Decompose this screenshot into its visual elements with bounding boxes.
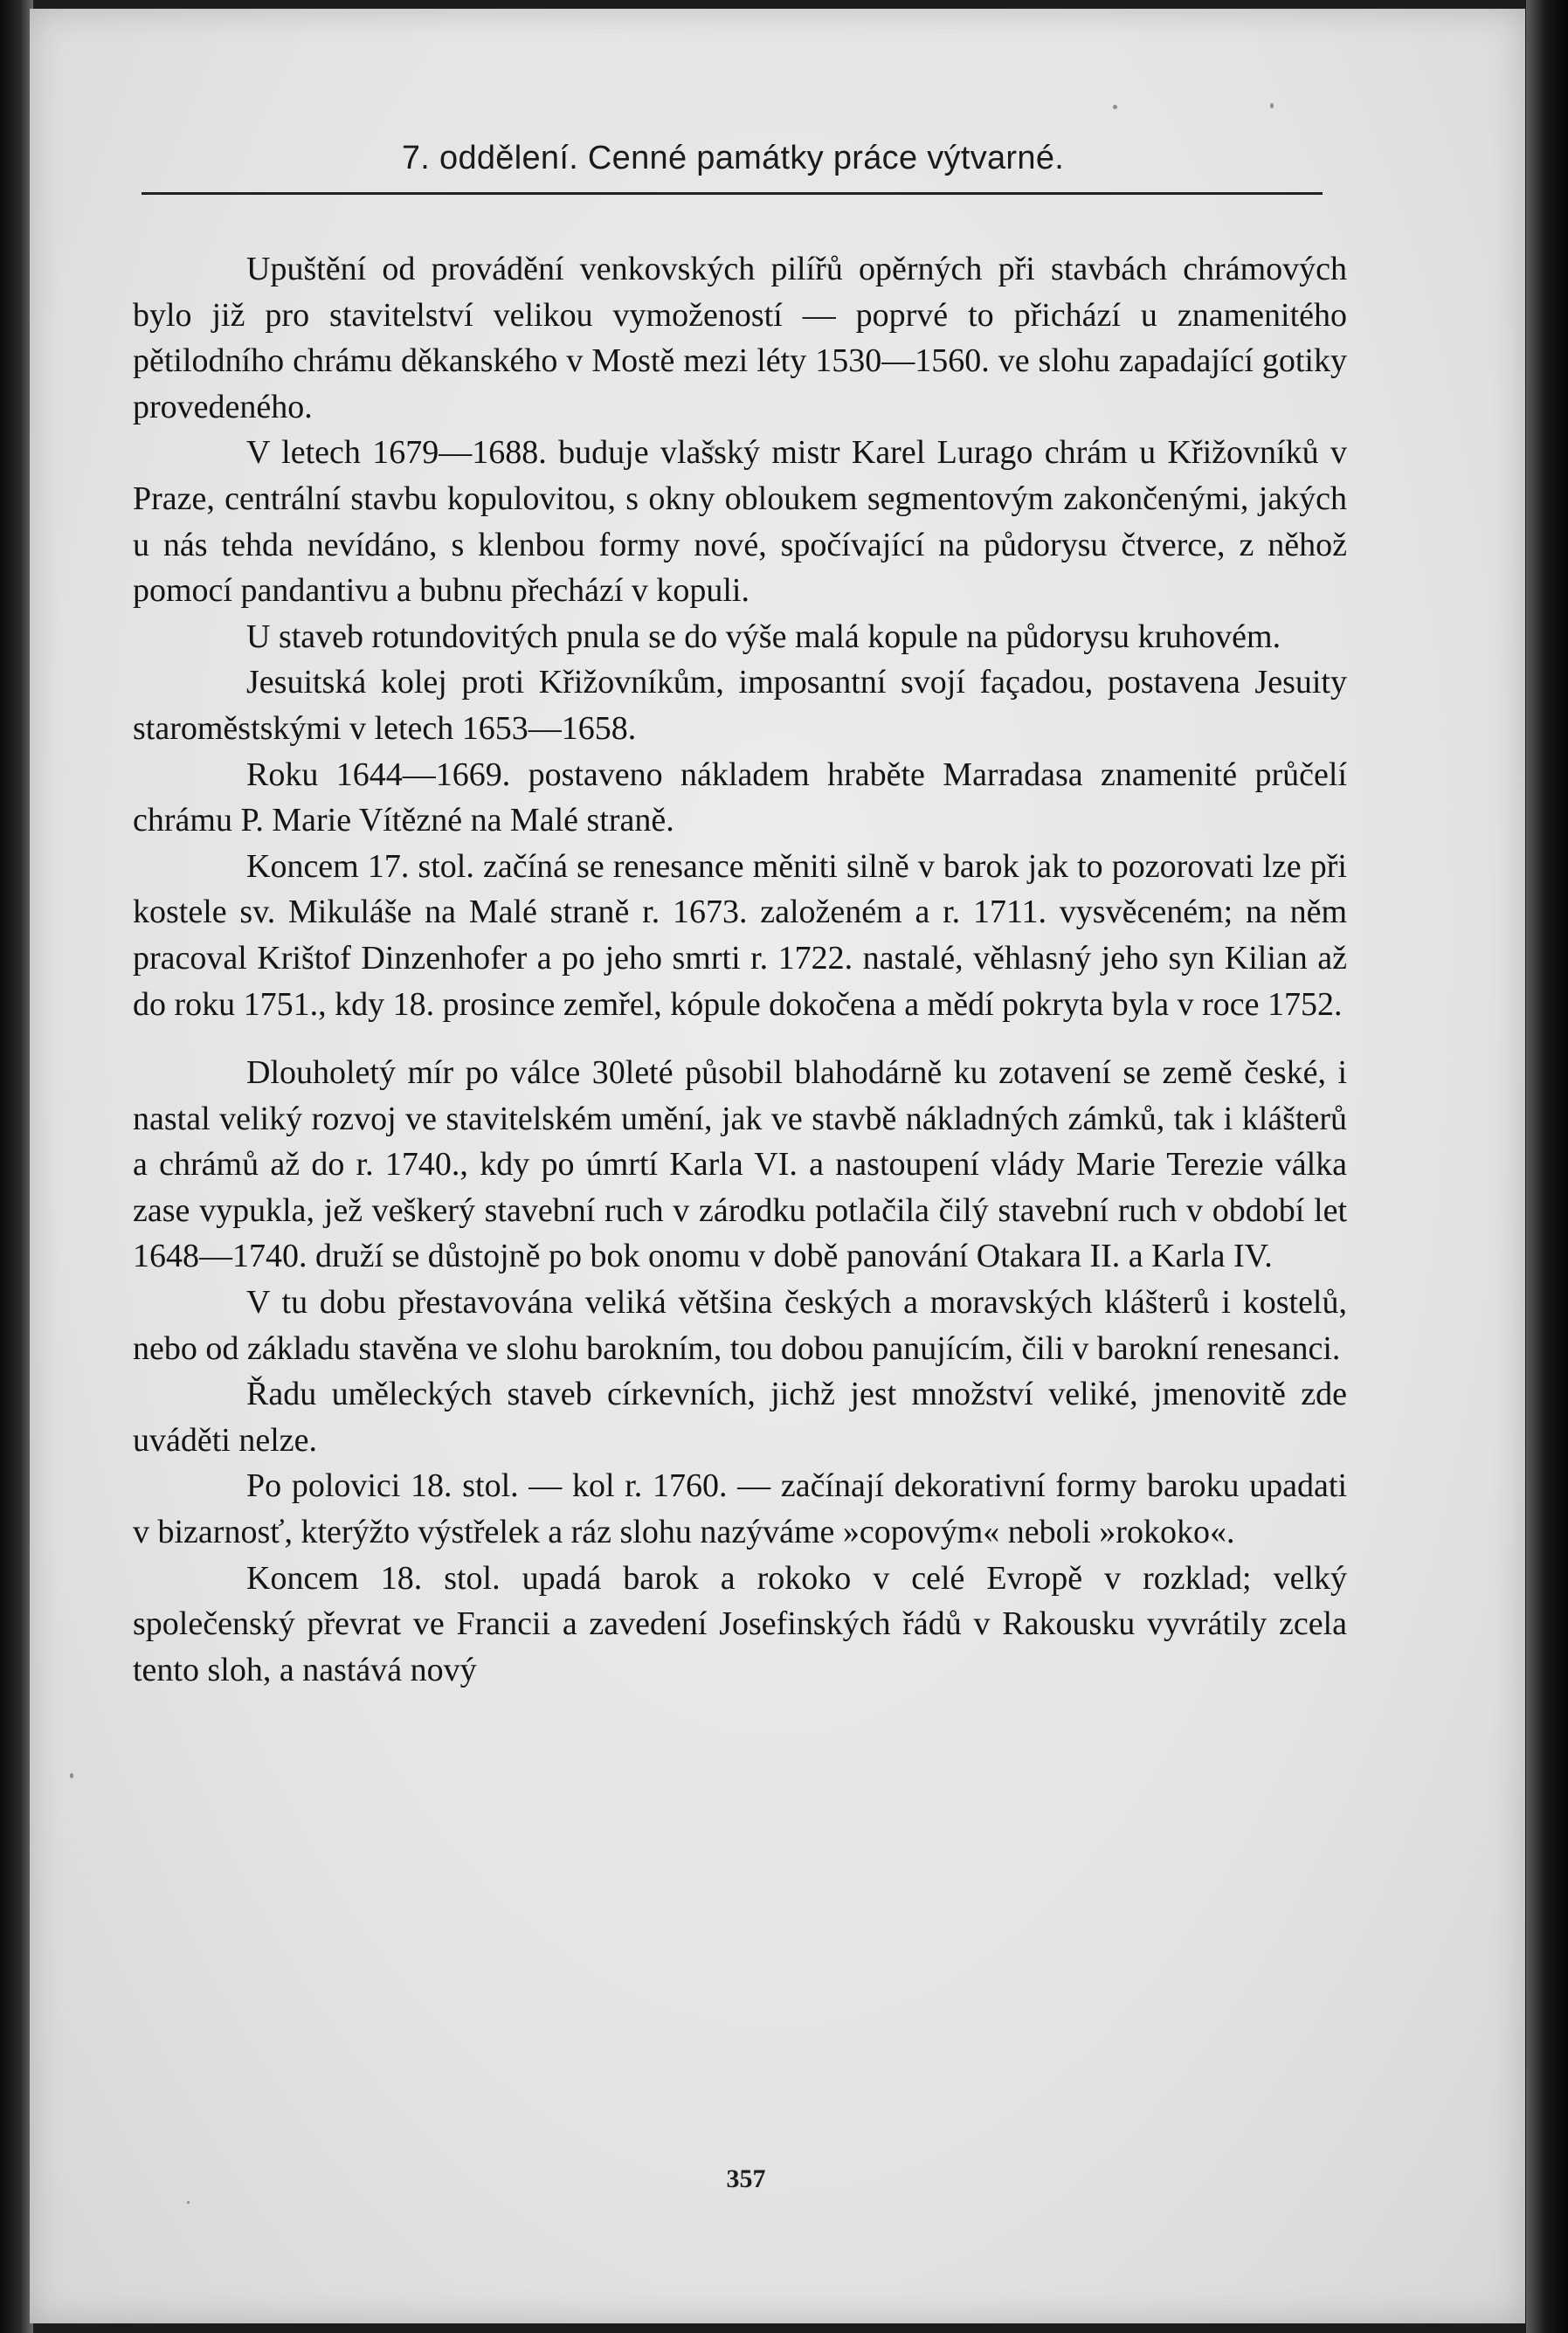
scan-edge-left [0, 0, 33, 2333]
scan-edge-right [1526, 0, 1568, 2333]
paragraph: Koncem 17. stol. začíná se renesance měniti silně v barok jak to pozorovati lze při kostele sv. Mikuláše na Malé straně r. 1673. založeném a r. 1711. vysvěceném; na něm pracoval Krištof Dinzenhofer a po jeho smrti r. 1722. nastalé, věhlasný jeho syn Kilian až do roku 1751., kdy 18. prosince zemřel, kópule dokočena a mědí pokryta byla v roce 1752. [133, 847, 1347, 1023]
paragraph: Po polovici 18. stol. — kol r. 1760. — začínají dekorativní formy baroku upadati v bizarnosť, kterýžto výstřelek a ráz slohu nazýváme »copovým« neboli »rokoko«. [133, 1467, 1347, 1551]
paragraph: Řadu uměleckých staveb církevních, jichž jest množství veliké, jmenovitě zde uváděti nelze. [133, 1376, 1347, 1459]
paragraph: Koncem 18. stol. upadá barok a rokoko v celé Evropě v rozklad; velký společenský převrat ve Francii a zavedení Josefinských řádů v Rakousku vyvrátily zcela tento sloh, a nastává nový [133, 1559, 1347, 1688]
paper-speck [70, 1773, 73, 1778]
paragraph: V tu dobu přestavována veliká většina českých a moravských klášterů i kostelů, nebo od základu stavěna ve slohu barokním, tou dobou panujícím, čili v barokní renesanci. [133, 1284, 1347, 1367]
page-number: 357 [726, 2164, 766, 2193]
body-text [133, 246, 1347, 1693]
paragraph: Dlouholetý mír po válce 30leté působil blahodárně ku zotavení se země české, i nastal veliký rozvoj ve stavitelském umění, jak ve stavbě nákladných zámků, tak i klášterů a chrámů až do r. 1740., kdy po úmrtí Karla VI. a nastoupení vlády Marie Terezie válka zase vypukla, jež veškerý stavební ruch v zárodku potlačila čilý stavební ruch v období let 1648—1740. druží se důstojně po bok onomu v době panování Otakara II. a Karla IV. [133, 1054, 1347, 1275]
paragraph: V letech 1679—1688. buduje vlašský mistr Karel Lurago chrám u Křižovníků v Praze, centrální stavbu kopulovitou, s okny obloukem segmentovým zakončenými, jakých u nás tehda nevídáno, s klenbou formy nové, spočívající na půdorysu čtverce, z něhož pomocí pandantivu a bubnu přechází v kopuli. [133, 434, 1347, 610]
paragraph: Roku 1644—1669. postaveno nákladem hraběte Marradasa znamenité průčelí chrámu P. Marie Vítězné na Malé straně. [133, 756, 1347, 839]
paper-speck [187, 2201, 190, 2204]
book-page [30, 9, 1525, 2323]
paragraph: U staveb rotundovitých pnula se do výše malá kopule na půdorysu kruhovém. [246, 618, 1281, 655]
paragraph: Upuštění od provádění venkovských pilířů opěrných při stavbách chrámových bylo již pro stavitelství velikou vymožeností — poprvé to přichází u znamenitého pětilodního chrámu děkanského v Mostě mezi léty 1530—1560. ve slohu zapadající gotiky provedeného. [133, 251, 1347, 425]
header-rule [142, 192, 1323, 195]
paper-speck [1113, 105, 1117, 109]
page-header: 7. oddělení. Cenné památky práce výtvarné. [401, 140, 1065, 176]
paragraph: Jesuitská kolej proti Křižovníkům, imposantní svojí façadou, postavena Jesuity staroměstskými v letech 1653—1658. [133, 664, 1347, 747]
paper-speck [1270, 103, 1274, 108]
